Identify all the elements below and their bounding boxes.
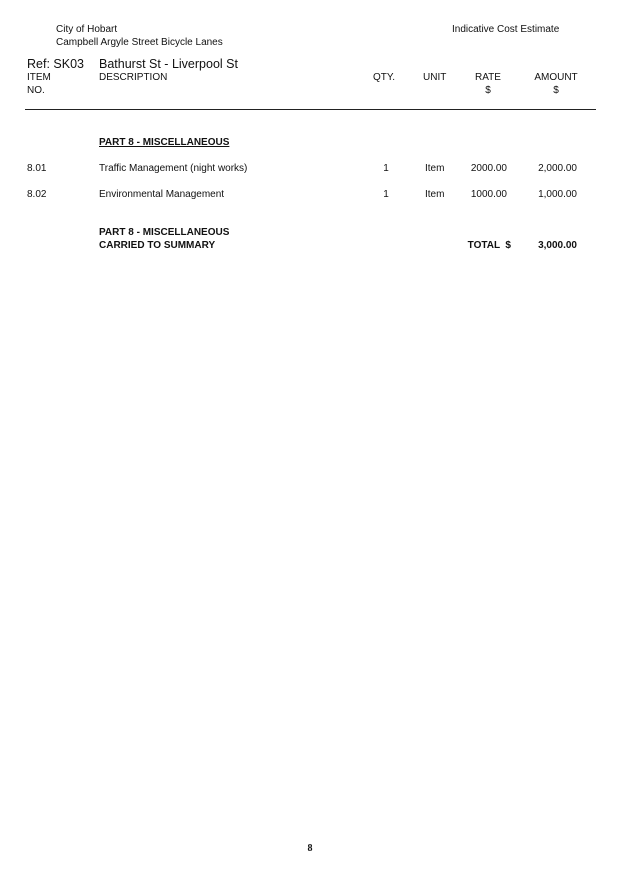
- header-divider: [25, 109, 596, 110]
- col-qty: QTY.: [373, 72, 396, 83]
- col-unit: UNIT: [423, 72, 447, 83]
- col-amount-unit: $: [553, 85, 559, 96]
- row-unit: Item: [425, 189, 445, 200]
- organization-name: City of Hobart: [56, 24, 118, 35]
- row-item-no: 8.01: [27, 163, 47, 174]
- part-title: PART 8 - MISCELLANEOUS: [99, 137, 230, 148]
- total-value: 3,000.00: [538, 240, 577, 251]
- summary-part-title: PART 8 - MISCELLANEOUS: [99, 227, 230, 238]
- project-name: Campbell Argyle Street Bicycle Lanes: [56, 37, 223, 48]
- row-description: Traffic Management (night works): [99, 163, 248, 174]
- row-description: Environmental Management: [99, 189, 225, 200]
- row-qty: 1: [383, 189, 389, 200]
- row-rate: 2000.00: [470, 163, 507, 174]
- col-rate-unit: $: [485, 85, 491, 96]
- col-amount: AMOUNT: [534, 72, 578, 83]
- reference-code: Ref: SK03: [27, 57, 84, 71]
- col-item: ITEM: [27, 72, 51, 83]
- document-type: Indicative Cost Estimate: [452, 24, 560, 35]
- row-amount: 2,000.00: [538, 163, 577, 174]
- location-title: Bathurst St - Liverpool St: [99, 57, 238, 71]
- total-label: TOTAL $: [467, 240, 511, 251]
- col-description: DESCRIPTION: [99, 72, 168, 83]
- col-rate: RATE: [475, 72, 501, 83]
- col-no: NO.: [27, 85, 45, 96]
- row-unit: Item: [425, 163, 445, 174]
- row-qty: 1: [383, 163, 389, 174]
- page-number: 8: [307, 843, 313, 854]
- row-rate: 1000.00: [470, 189, 507, 200]
- row-item-no: 8.02: [27, 189, 47, 200]
- summary-carried: CARRIED TO SUMMARY: [99, 240, 216, 251]
- row-amount: 1,000.00: [538, 189, 577, 200]
